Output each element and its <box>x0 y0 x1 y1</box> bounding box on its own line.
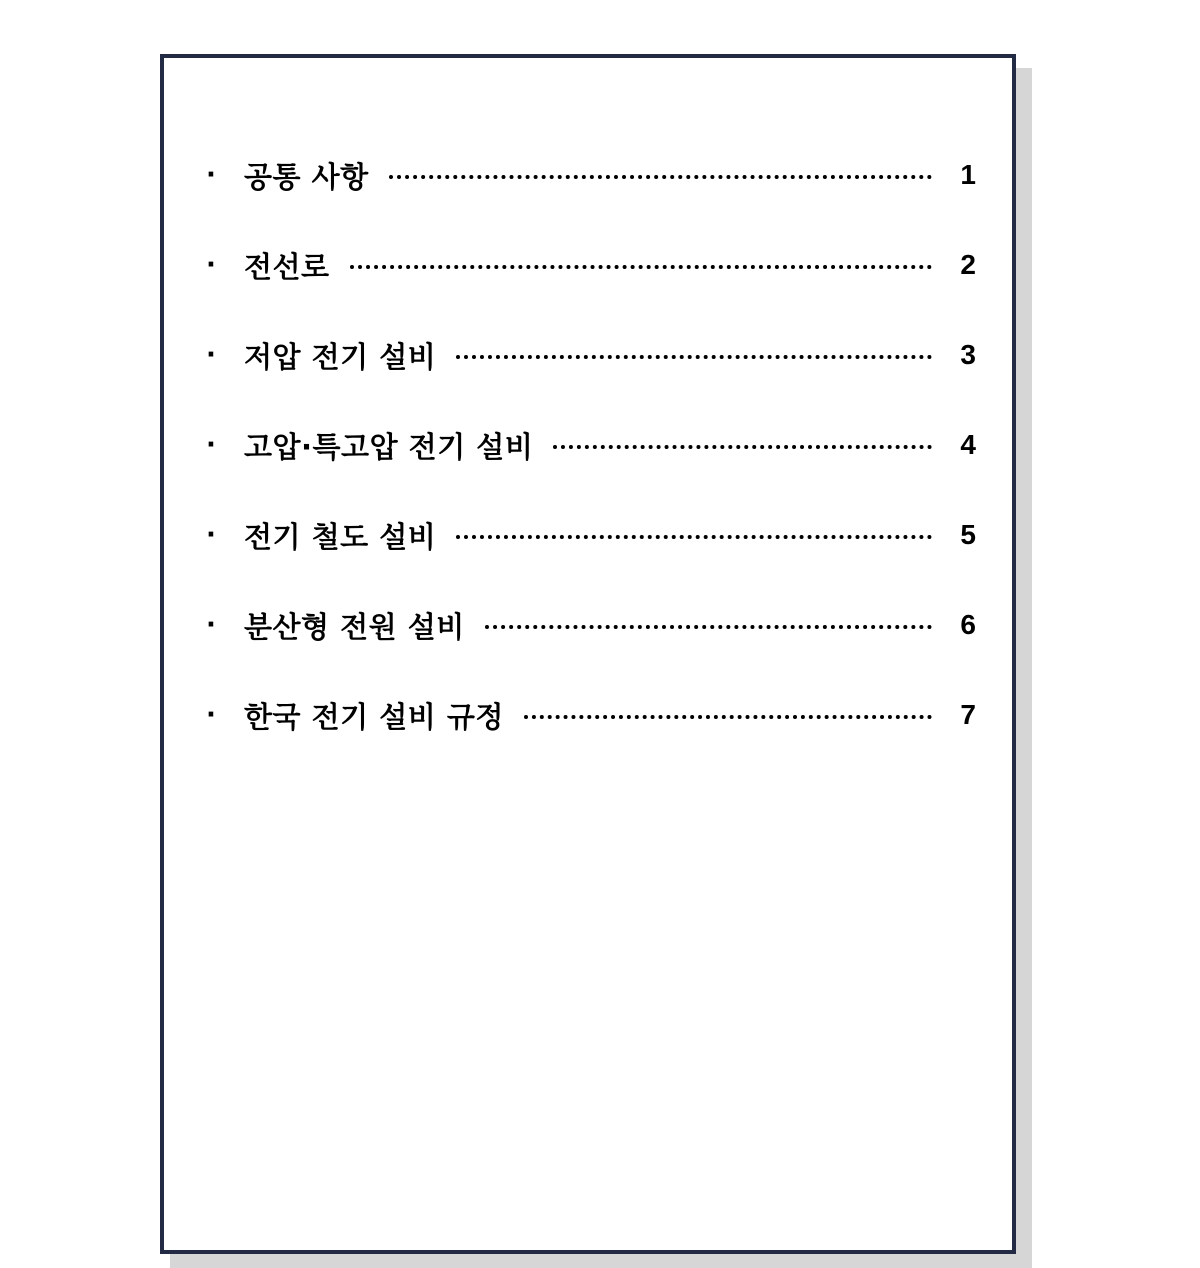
toc-entry-2[interactable] <box>206 220 976 310</box>
document-page <box>160 54 1016 1254</box>
toc-entry-page: 2 <box>960 249 976 280</box>
toc-entry-6[interactable] <box>206 580 976 670</box>
toc-entry-title: 전선로 <box>244 249 330 284</box>
bullet-icon: · <box>206 160 216 190</box>
toc-entry-page: 3 <box>960 339 976 370</box>
table-of-contents <box>206 130 976 760</box>
toc-entry-1[interactable] <box>206 130 976 220</box>
toc-entry-5[interactable] <box>206 490 976 580</box>
dot-leader <box>456 535 932 539</box>
toc-entry-page: 7 <box>960 699 976 730</box>
toc-entry-title: 전기 철도 설비 <box>244 519 437 554</box>
dot-leader <box>350 265 932 269</box>
toc-entry-4[interactable] <box>206 400 976 490</box>
toc-entry-title: 분산형 전원 설비 <box>244 609 465 644</box>
toc-entry-page: 4 <box>960 429 976 460</box>
bullet-icon: · <box>206 430 216 460</box>
toc-entry-page: 5 <box>960 519 976 550</box>
bullet-icon: · <box>206 340 216 370</box>
toc-entry-title: 저압 전기 설비 <box>244 339 437 374</box>
dot-leader <box>553 445 932 449</box>
dot-leader <box>524 715 932 719</box>
bullet-icon: · <box>206 700 216 730</box>
toc-entry-7[interactable] <box>206 670 976 760</box>
toc-entry-page: 6 <box>960 609 976 640</box>
toc-entry-title: 고압·특고압 전기 설비 <box>244 429 534 464</box>
bullet-icon: · <box>206 610 216 640</box>
dot-leader <box>389 175 932 179</box>
bullet-icon: · <box>206 520 216 550</box>
dot-leader <box>456 355 932 359</box>
bullet-icon: · <box>206 250 216 280</box>
dot-leader <box>485 625 932 629</box>
toc-entry-3[interactable] <box>206 310 976 400</box>
toc-entry-title: 한국 전기 설비 규정 <box>244 699 504 734</box>
toc-entry-page: 1 <box>960 159 976 190</box>
toc-entry-title: 공통 사항 <box>244 159 369 194</box>
